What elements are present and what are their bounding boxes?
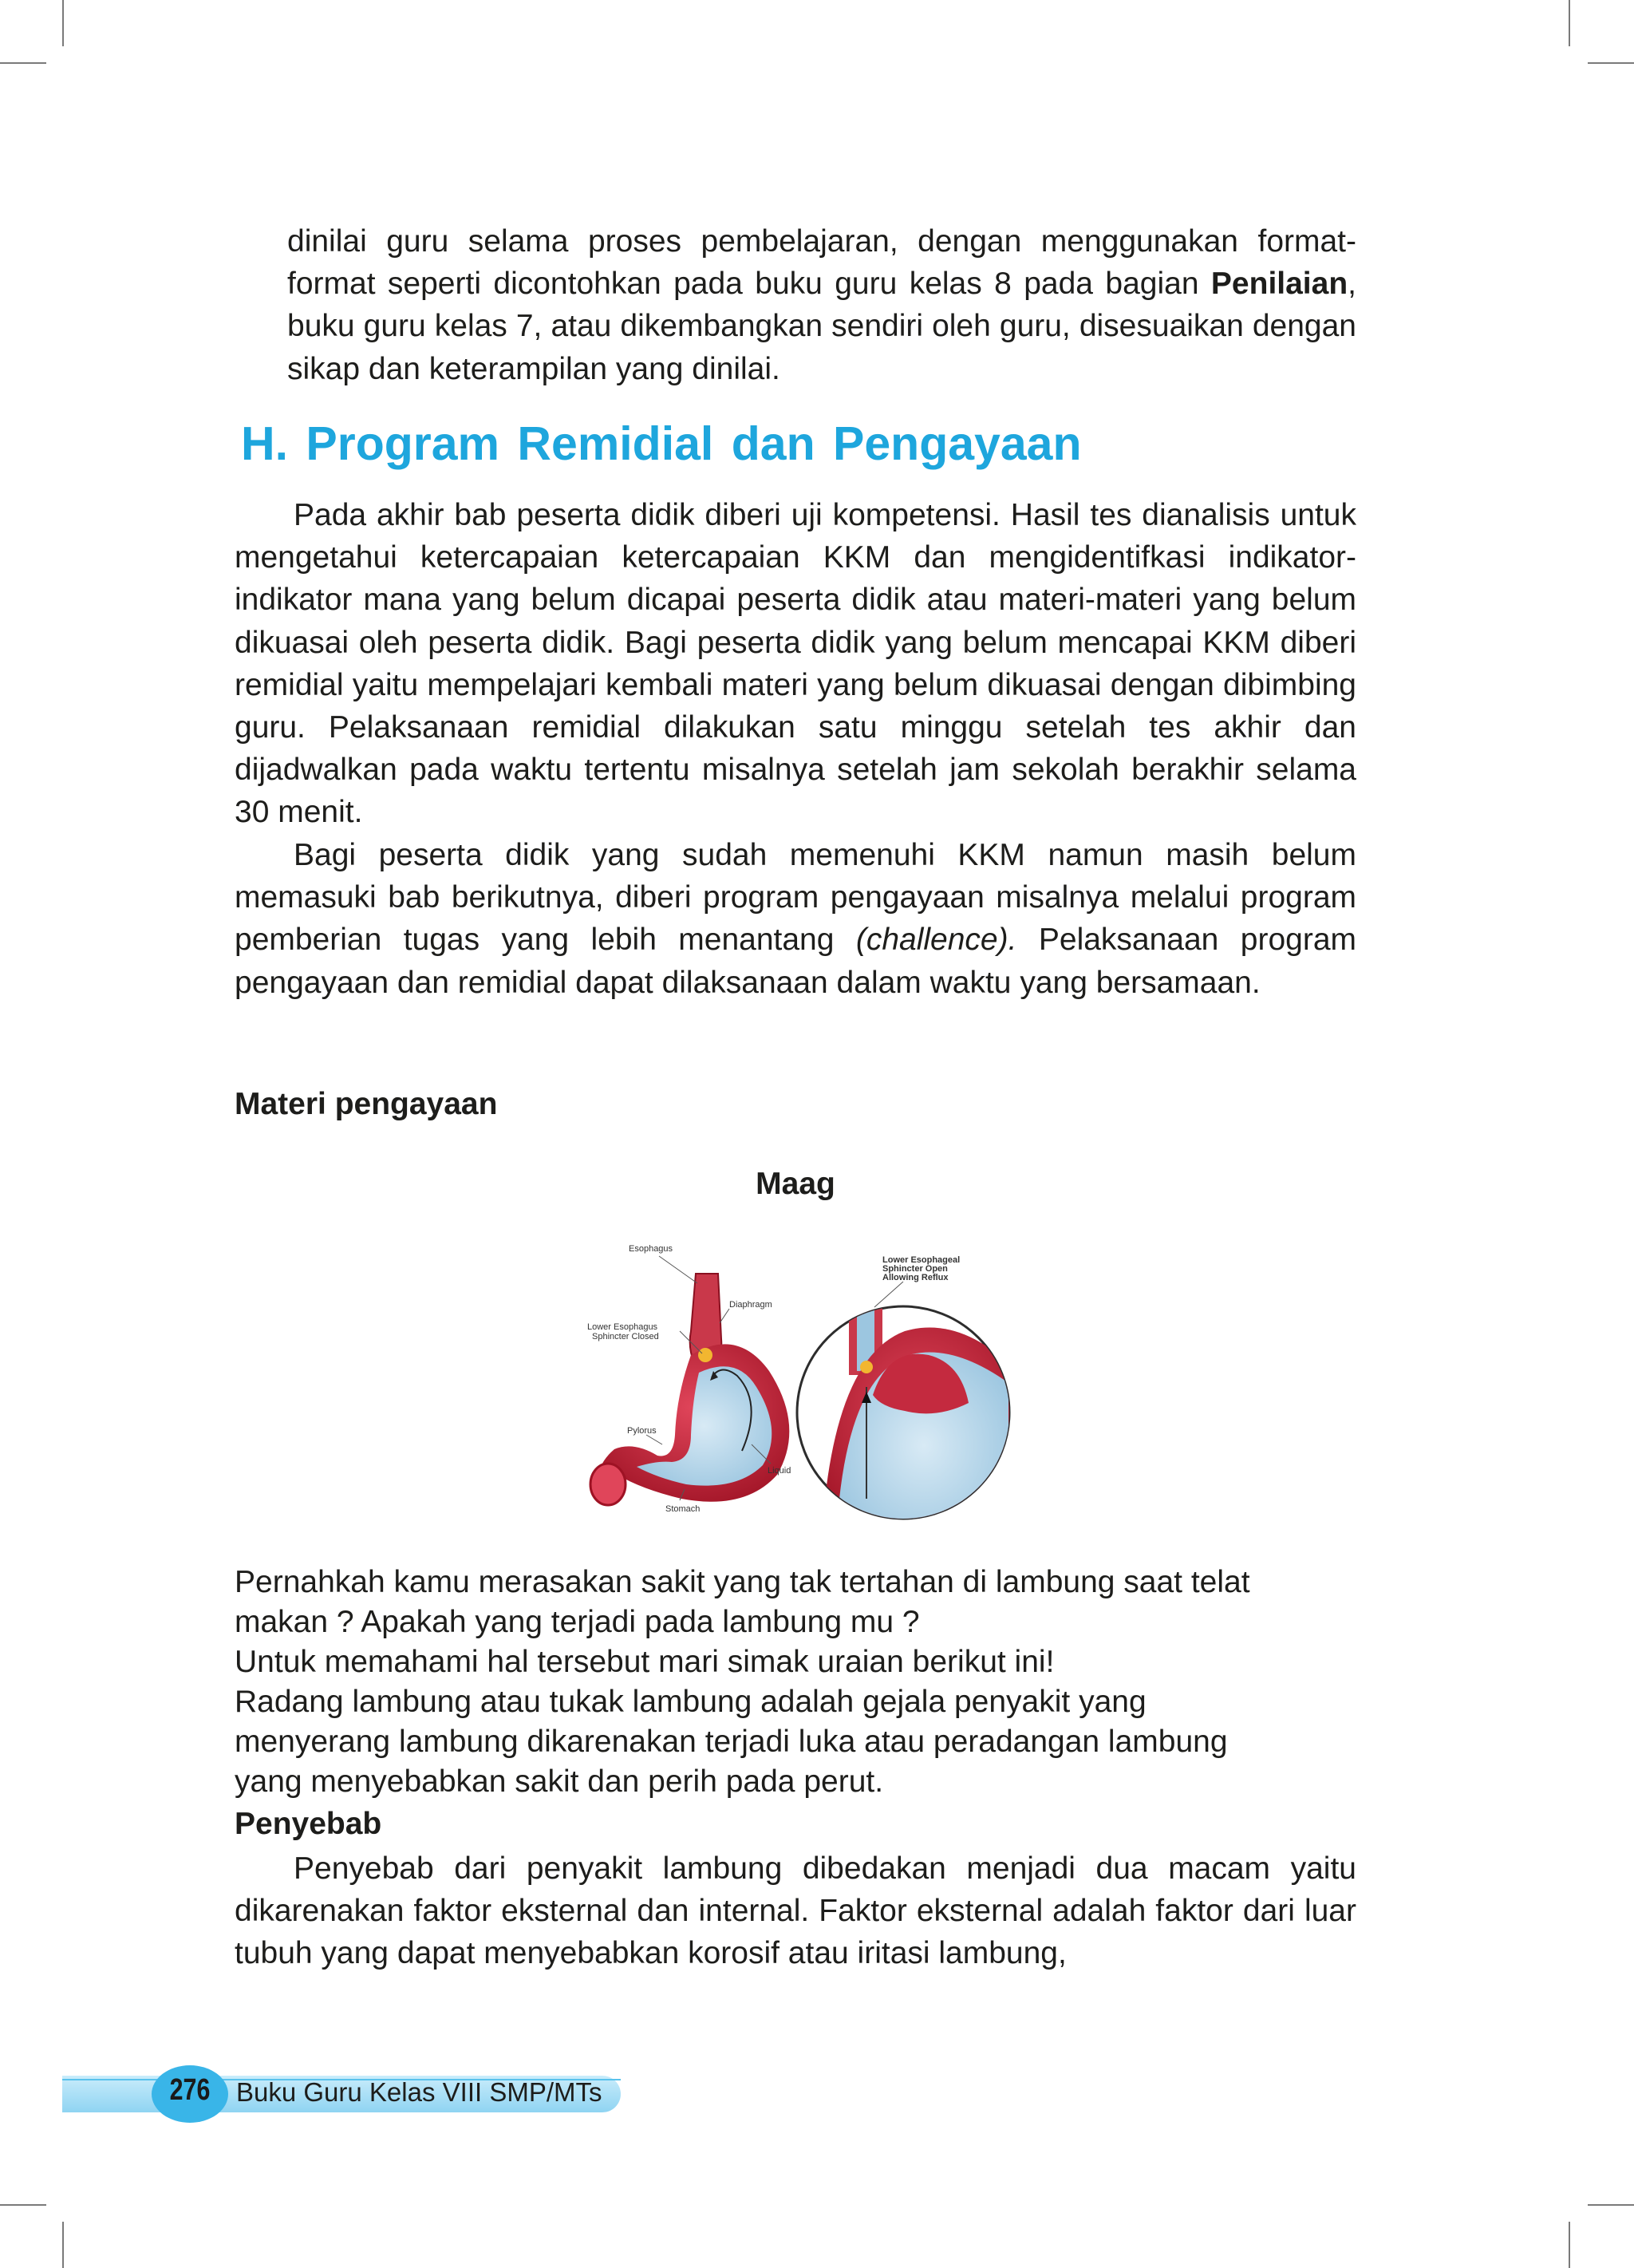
enrichment-paragraph: Bagi peserta didik yang sudah memenuhi KKM namun masih belum memasuki bab berikutnya, diberi program pengayaan misalnya melalui program pemberian tugas yang lebih menantang (challence). Pelaksanaan program pengayaan dan remidial dapat dilaksanaan dalam waktu yang bersamaan. [235, 838, 1356, 1000]
crop-mark [0, 62, 46, 64]
label-sphincter-closed: Sphincter Closed [592, 1332, 659, 1341]
label-sphincter-closed: Lower Esophagus [587, 1322, 658, 1332]
label-diaphragm: Diaphragm [729, 1300, 772, 1310]
label-reflux: Sphincter Open [882, 1264, 948, 1274]
penyebab-paragraph: Penyebab dari penyakit lambung dibedakan menjadi dua macam yaitu dikarenakan faktor eksternal dan internal. Faktor eksternal adalah faktor dari luar tubuh yang dapat menyebabkan korosif atau iritasi lambung, [235, 1851, 1356, 1971]
intro-line: Radang lambung atau tukak lambung adalah gejala penyakit yang [235, 1685, 1147, 1719]
figure-title: Maag [756, 1167, 835, 1201]
sphincter-closed [698, 1348, 712, 1362]
label-liquid: Liquid [768, 1466, 791, 1476]
book-title: Buku Guru Kelas VIII SMP/MTs [236, 2077, 602, 2107]
section-heading: H. Program Remidial dan Pengayaan [241, 417, 1082, 470]
assessment-paragraph: dinilai guru selama proses pembelajaran, dengan menggunakan format-format seperti dicontohkan pada buku guru kelas 8 pada bagian Penilaian, buku guru kelas 7, atau dikembangkan sendiri oleh guru, disesuaikan dengan sikap dan keterampilan yang dinilai. [287, 224, 1356, 386]
crop-mark [1588, 2204, 1634, 2206]
intro-text [235, 1563, 1250, 1802]
remedial-paragraph: Pada akhir bab peserta didik diberi uji kompetensi. Hasil tes dianalisis untuk mengetahui ketercapaian ketercapaian KKM dan mengidentifkasi indikator-indikator mana yang belum dicapai peserta didik atau materi-materi yang belum dikuasai oleh peserta didik. Bagi peserta didik yang belum mencapai KKM diberi remidial yaitu mempelajari kembali materi yang belum dikuasai dengan dibimbing guru. Pelaksanaan remidial dilakukan satu minggu setelah tes akhir dan dijadwalkan pada waktu tertentu misalnya setelah jam sekolah berakhir selama 30 menit. [235, 498, 1356, 830]
crop-mark [62, 0, 64, 46]
intro-line: Pernahkah kamu merasakan sakit yang tak tertahan di lambung saat telat [235, 1565, 1250, 1599]
crop-mark [1569, 0, 1570, 46]
crop-mark [62, 2222, 64, 2268]
label-pylorus: Pylorus [627, 1426, 657, 1436]
crop-mark [1588, 62, 1634, 64]
intro-line: Untuk memahami hal tersebut mari simak uraian berikut ini! [235, 1645, 1055, 1679]
label-esophagus: Esophagus [629, 1244, 673, 1254]
label-reflux: Lower Esophageal [882, 1255, 961, 1265]
page-number: 276 [169, 2073, 211, 2107]
intro-line: yang menyebabkan sakit dan perih pada perut. [235, 1764, 884, 1799]
intro-line: makan ? Apakah yang terjadi pada lambung mu ? [235, 1605, 920, 1639]
penyebab-heading: Penyebab [235, 1807, 382, 1841]
stomach-contents [637, 1366, 772, 1485]
intro-line: menyerang lambung dikarenakan terjadi luka atau peradangan lambung [235, 1725, 1228, 1759]
label-reflux: Allowing Reflux [882, 1273, 949, 1282]
stomach-reflux-illustration [586, 1235, 1013, 1539]
pylorus [590, 1464, 626, 1505]
crop-mark [1569, 2222, 1570, 2268]
materi-heading: Materi pengayaan [235, 1087, 498, 1121]
label-stomach: Stomach [665, 1504, 701, 1514]
crop-mark [0, 2204, 46, 2206]
